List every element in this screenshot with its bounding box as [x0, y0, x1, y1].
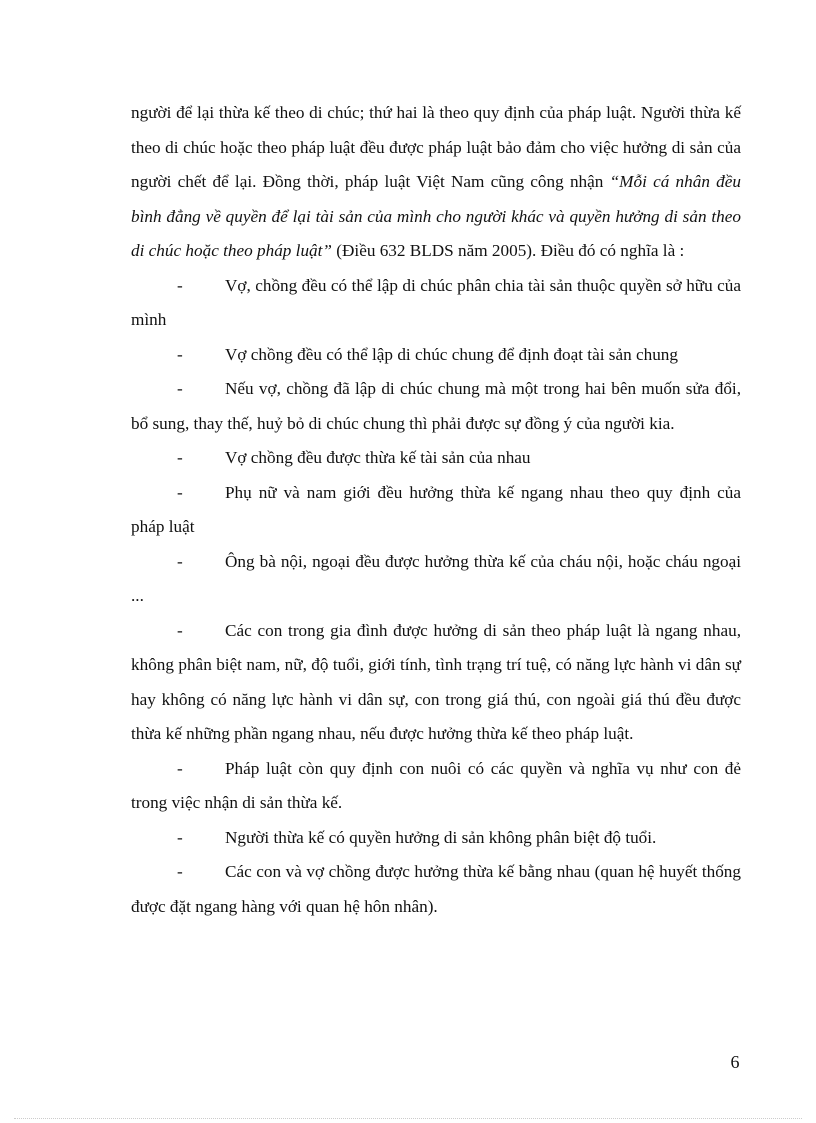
list-item — [131, 752, 741, 821]
intro-text-part2: (Điều 632 BLDS năm 2005). Điều đó có nghĩa là : — [331, 241, 685, 260]
list-item-text: Vợ chồng đều có thể lập di chúc chung để định đoạt tài sản chung — [225, 344, 678, 364]
list-item — [131, 855, 741, 924]
list-item — [131, 441, 741, 476]
intro-paragraph — [131, 96, 741, 269]
list-item-text: Các con và vợ chồng được hưởng thừa kế bằng nhau (quan hệ huyết thống được đặt ngang hàng với quan hệ hôn nhân). — [131, 862, 741, 916]
list-item — [131, 545, 741, 614]
list-item — [131, 476, 741, 545]
list-item — [131, 372, 741, 441]
page-number: 6 — [730, 1052, 740, 1072]
list-item — [131, 821, 741, 856]
list-item-text: Người thừa kế có quyền hưởng di sản không phân biệt độ tuổi. — [225, 827, 657, 847]
page-body — [131, 96, 741, 924]
list-item-text: Ông bà nội, ngoại đều được hưởng thừa kế của cháu nội, hoặc cháu ngoại ... — [131, 551, 741, 605]
list-item-text: Phụ nữ và nam giới đều hưởng thừa kế ngang nhau theo quy định của pháp luật — [131, 482, 741, 536]
bullet-dash: - — [177, 275, 183, 295]
list-item-text: Nếu vợ, chồng đã lập di chúc chung mà một trong hai bên muốn sửa đổi, bổ sung, thay thế, huỷ bỏ di chúc chung thì phải được sự đồng ý của người kia. — [131, 379, 741, 433]
bullet-dash: - — [177, 758, 183, 778]
bullet-dash: - — [177, 482, 183, 502]
list-item — [131, 614, 741, 752]
list-item-text: Vợ chồng đều được thừa kế tài sản của nhau — [225, 448, 531, 467]
intro-quote: “Mỗi cá nhân đều bình đẳng về quyền để lại tài sản của mình cho người khác và quyền hưởng di sản theo di chúc hoặc theo pháp luật” — [131, 172, 741, 260]
list-item-text: Các con trong gia đình được hưởng di sản theo pháp luật là ngang nhau, không phân biệt nam, nữ, độ tuổi, giới tính, tình trạng trí tuệ, có năng lực hành vi dân sự hay không có năng lực hành vi dân sự, con trong giá thú, con ngoài giá thú đều được thừa kế những phần ngang nhau, nếu được hưởng thừa kế theo pháp luật. — [131, 620, 741, 743]
bullet-dash: - — [177, 620, 183, 640]
footer-divider — [14, 1118, 802, 1119]
list-item — [131, 338, 741, 373]
list-item-text: Vợ, chồng đều có thể lập di chúc phân chia tài sản thuộc quyền sở hữu của mình — [131, 275, 741, 329]
bullet-dash: - — [177, 344, 183, 364]
bullet-dash: - — [177, 862, 183, 881]
bullet-dash: - — [177, 448, 183, 467]
bullet-dash: - — [177, 827, 183, 847]
bullet-dash: - — [177, 379, 183, 398]
bullet-dash: - — [177, 551, 183, 571]
list-item — [131, 269, 741, 338]
list-item-text: Pháp luật còn quy định con nuôi có các quyền và nghĩa vụ như con đẻ trong việc nhận di sản thừa kế. — [131, 758, 741, 812]
intro-text-part1: người để lại thừa kế theo di chúc; thứ hai là theo quy định của pháp luật. Người thừa kế theo di chúc hoặc theo pháp luật đều được pháp luật bảo đảm cho việc hưởng di sản của người chết để lại. Đồng thời, pháp luật Việt Nam cũng công nhận — [131, 103, 741, 191]
